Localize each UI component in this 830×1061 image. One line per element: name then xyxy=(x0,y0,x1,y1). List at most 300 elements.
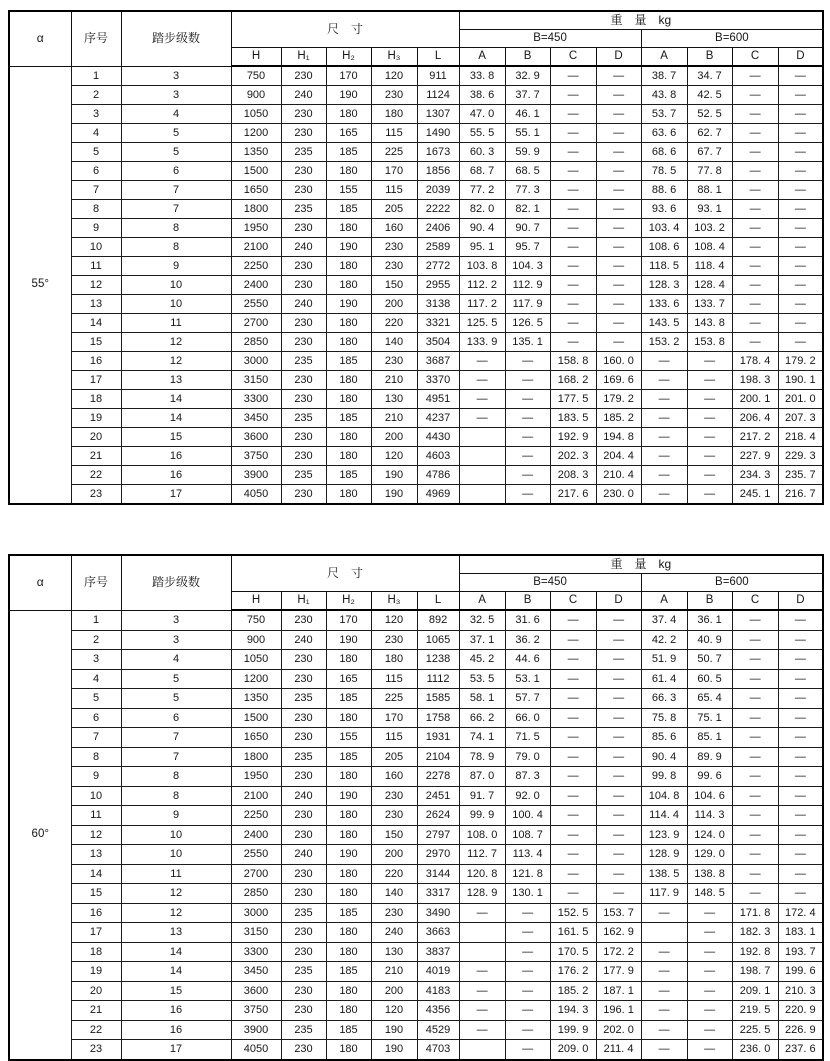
cell-b450-A: 38. 6 xyxy=(459,86,505,105)
cell-b450-B: 108. 7 xyxy=(505,825,550,845)
cell-dim-H3: 225 xyxy=(371,689,417,709)
cell-b600-C: — xyxy=(732,143,778,162)
cell-b600-D: — xyxy=(778,786,823,806)
cell-b450-D: — xyxy=(596,610,641,630)
cell-dim-H1: 235 xyxy=(281,409,326,428)
cell-b600-B: — xyxy=(687,903,732,923)
cell-b450-A: 103. 8 xyxy=(459,257,505,276)
table-row xyxy=(9,669,823,689)
cell-b450-B: 135. 1 xyxy=(505,333,550,352)
col-header-L: L xyxy=(417,48,459,67)
cell-b450-D: 187. 1 xyxy=(596,981,641,1001)
cell-dim-H1: 230 xyxy=(281,390,326,409)
cell-dim-H: 1350 xyxy=(231,143,281,162)
cell-b450-D: 202. 0 xyxy=(596,1020,641,1040)
cell-seq: 2 xyxy=(71,630,121,650)
cell-b600-D: 201. 0 xyxy=(778,390,823,409)
cell-dim-H: 1200 xyxy=(231,124,281,143)
col-header-b600-A: A xyxy=(641,592,687,611)
cell-dim-H2: 185 xyxy=(326,903,371,923)
col-header-b450-A: A xyxy=(459,592,505,611)
cell-b450-A: — xyxy=(459,981,505,1001)
col-header-H2: H₂ xyxy=(326,592,371,611)
cell-b450-C: 185. 2 xyxy=(550,981,596,1001)
cell-dim-L: 1307 xyxy=(417,105,459,124)
cell-b600-D: 193. 7 xyxy=(778,942,823,962)
cell-b450-D: — xyxy=(596,864,641,884)
cell-dim-L: 2772 xyxy=(417,257,459,276)
col-header-steps: 踏步级数 xyxy=(121,11,231,66)
cell-dim-H1: 230 xyxy=(281,942,326,962)
cell-b600-D: — xyxy=(778,728,823,748)
cell-dim-H: 3450 xyxy=(231,962,281,982)
cell-b600-D: — xyxy=(778,276,823,295)
cell-b450-A: 33. 8 xyxy=(459,66,505,86)
table-row xyxy=(9,806,823,826)
cell-b450-C: — xyxy=(550,708,596,728)
cell-dim-H2: 180 xyxy=(326,650,371,670)
cell-dim-H3: 230 xyxy=(371,238,417,257)
table-60-body xyxy=(9,610,823,1060)
cell-b450-D: — xyxy=(596,86,641,105)
cell-b600-C: 182. 3 xyxy=(732,923,778,943)
cell-dim-L: 2104 xyxy=(417,747,459,767)
cell-dim-H1: 240 xyxy=(281,786,326,806)
cell-dim-H2: 180 xyxy=(326,942,371,962)
col-header-b600-B: B xyxy=(687,592,732,611)
cell-dim-L: 1112 xyxy=(417,669,459,689)
cell-b450-A: 74. 1 xyxy=(459,728,505,748)
cell-b600-D: — xyxy=(778,86,823,105)
col-header-b600-D: D xyxy=(778,48,823,67)
cell-steps: 10 xyxy=(121,276,231,295)
cell-b600-B: 75. 1 xyxy=(687,708,732,728)
cell-dim-H3: 140 xyxy=(371,884,417,904)
cell-b600-A: — xyxy=(641,1020,687,1040)
cell-dim-H: 1500 xyxy=(231,708,281,728)
cell-dim-H: 3300 xyxy=(231,942,281,962)
cell-dim-H1: 235 xyxy=(281,352,326,371)
cell-b450-D: — xyxy=(596,747,641,767)
col-header-b450-B: B xyxy=(505,592,550,611)
spec-table-55deg xyxy=(8,10,824,505)
cell-dim-H: 1950 xyxy=(231,219,281,238)
spec-table-60deg xyxy=(8,554,824,1061)
cell-dim-H1: 230 xyxy=(281,1001,326,1021)
cell-b450-C: — xyxy=(550,747,596,767)
cell-b600-B: — xyxy=(687,1020,732,1040)
cell-seq: 17 xyxy=(71,923,121,943)
cell-dim-H: 2400 xyxy=(231,825,281,845)
cell-b450-C: 183. 5 xyxy=(550,409,596,428)
cell-b450-B: 66. 0 xyxy=(505,708,550,728)
table-row xyxy=(9,447,823,466)
cell-dim-H2: 165 xyxy=(326,669,371,689)
cell-b600-D: 216. 7 xyxy=(778,485,823,505)
cell-b600-C: 245. 1 xyxy=(732,485,778,505)
cell-b600-A: — xyxy=(641,485,687,505)
cell-b600-A: 118. 5 xyxy=(641,257,687,276)
cell-b600-D: — xyxy=(778,845,823,865)
col-header-H: H xyxy=(231,592,281,611)
cell-b600-A: — xyxy=(641,981,687,1001)
table-row xyxy=(9,689,823,709)
table-row xyxy=(9,200,823,219)
col-header-H: H xyxy=(231,48,281,67)
cell-steps: 7 xyxy=(121,181,231,200)
cell-steps: 12 xyxy=(121,884,231,904)
cell-b450-B: — xyxy=(505,390,550,409)
cell-b450-C: — xyxy=(550,806,596,826)
cell-b600-C: — xyxy=(732,767,778,787)
cell-dim-H1: 230 xyxy=(281,276,326,295)
cell-seq: 8 xyxy=(71,200,121,219)
cell-b450-B: 121. 8 xyxy=(505,864,550,884)
cell-b450-D: — xyxy=(596,105,641,124)
cell-dim-H2: 190 xyxy=(326,86,371,105)
cell-b600-B: 67. 7 xyxy=(687,143,732,162)
cell-b600-C: 178. 4 xyxy=(732,352,778,371)
cell-dim-H3: 205 xyxy=(371,200,417,219)
cell-b600-B: 40. 9 xyxy=(687,630,732,650)
cell-dim-H1: 230 xyxy=(281,124,326,143)
cell-dim-H1: 230 xyxy=(281,610,326,630)
cell-b450-C: 152. 5 xyxy=(550,903,596,923)
cell-dim-H3: 180 xyxy=(371,105,417,124)
cell-seq: 17 xyxy=(71,371,121,390)
cell-dim-L: 4703 xyxy=(417,1040,459,1060)
cell-b600-A: 63. 6 xyxy=(641,124,687,143)
table-row xyxy=(9,295,823,314)
cell-dim-H2: 180 xyxy=(326,390,371,409)
cell-b450-C: — xyxy=(550,257,596,276)
cell-steps: 16 xyxy=(121,447,231,466)
cell-dim-H3: 160 xyxy=(371,219,417,238)
cell-b450-C: — xyxy=(550,767,596,787)
cell-dim-H3: 190 xyxy=(371,1020,417,1040)
cell-dim-H1: 230 xyxy=(281,884,326,904)
cell-b600-D: 237. 6 xyxy=(778,1040,823,1060)
cell-b600-C: 192. 8 xyxy=(732,942,778,962)
cell-b600-A: — xyxy=(641,942,687,962)
cell-dim-H3: 200 xyxy=(371,295,417,314)
cell-b600-C: — xyxy=(732,200,778,219)
col-header-steps: 踏步级数 xyxy=(121,555,231,610)
cell-dim-H1: 240 xyxy=(281,238,326,257)
cell-b600-B: 148. 5 xyxy=(687,884,732,904)
cell-dim-L: 2278 xyxy=(417,767,459,787)
table-55-header xyxy=(9,11,823,66)
cell-b450-B: 68. 5 xyxy=(505,162,550,181)
table-row xyxy=(9,390,823,409)
cell-b600-A: — xyxy=(641,1001,687,1021)
table-row xyxy=(9,845,823,865)
cell-b450-D: 162. 9 xyxy=(596,923,641,943)
cell-seq: 15 xyxy=(71,884,121,904)
cell-dim-H1: 235 xyxy=(281,466,326,485)
cell-b600-A: 88. 6 xyxy=(641,181,687,200)
cell-dim-H3: 220 xyxy=(371,314,417,333)
table-row xyxy=(9,238,823,257)
cell-b600-D: — xyxy=(778,630,823,650)
table-row xyxy=(9,708,823,728)
cell-steps: 9 xyxy=(121,257,231,276)
cell-dim-H: 1050 xyxy=(231,105,281,124)
cell-steps: 16 xyxy=(121,466,231,485)
col-header-b450-C: C xyxy=(550,592,596,611)
cell-b600-D: — xyxy=(778,708,823,728)
cell-dim-H2: 185 xyxy=(326,689,371,709)
cell-b450-C: 208. 3 xyxy=(550,466,596,485)
cell-b450-B: 79. 0 xyxy=(505,747,550,767)
cell-b450-A: 45. 2 xyxy=(459,650,505,670)
cell-steps: 15 xyxy=(121,981,231,1001)
cell-dim-H2: 185 xyxy=(326,409,371,428)
cell-b600-C: — xyxy=(732,219,778,238)
cell-b450-A: 58. 1 xyxy=(459,689,505,709)
cell-dim-H3: 230 xyxy=(371,903,417,923)
cell-dim-H: 2700 xyxy=(231,864,281,884)
cell-b600-C: 198. 7 xyxy=(732,962,778,982)
cell-seq: 8 xyxy=(71,747,121,767)
cell-b600-B: — xyxy=(687,1040,732,1060)
cell-dim-H2: 180 xyxy=(326,371,371,390)
cell-b600-D: 190. 1 xyxy=(778,371,823,390)
cell-dim-H2: 180 xyxy=(326,1040,371,1060)
cell-dim-H1: 235 xyxy=(281,143,326,162)
cell-seq: 19 xyxy=(71,962,121,982)
cell-b450-A xyxy=(459,428,505,447)
cell-b600-B: — xyxy=(687,942,732,962)
cell-b450-B: 53. 1 xyxy=(505,669,550,689)
cell-dim-L: 4019 xyxy=(417,962,459,982)
cell-b600-C: — xyxy=(732,728,778,748)
cell-b450-B: 71. 5 xyxy=(505,728,550,748)
cell-b600-C: — xyxy=(732,162,778,181)
cell-b450-B: 87. 3 xyxy=(505,767,550,787)
cell-seq: 6 xyxy=(71,162,121,181)
cell-dim-L: 2222 xyxy=(417,200,459,219)
cell-b450-C: 161. 5 xyxy=(550,923,596,943)
cell-dim-L: 4529 xyxy=(417,1020,459,1040)
cell-dim-H3: 150 xyxy=(371,276,417,295)
cell-dim-H3: 230 xyxy=(371,806,417,826)
cell-b450-D: 169. 6 xyxy=(596,371,641,390)
table-row xyxy=(9,923,823,943)
cell-b450-D: — xyxy=(596,728,641,748)
cell-b450-D: 179. 2 xyxy=(596,390,641,409)
cell-b600-B: 52. 5 xyxy=(687,105,732,124)
cell-seq: 14 xyxy=(71,864,121,884)
cell-dim-H1: 230 xyxy=(281,806,326,826)
cell-dim-L: 1490 xyxy=(417,124,459,143)
cell-b600-C: — xyxy=(732,689,778,709)
cell-b450-B: 37. 7 xyxy=(505,86,550,105)
group-header-dimensions: 尺 寸 xyxy=(231,11,459,48)
cell-b600-D: 218. 4 xyxy=(778,428,823,447)
cell-dim-H: 3000 xyxy=(231,903,281,923)
cell-dim-H: 2850 xyxy=(231,884,281,904)
cell-dim-L: 1673 xyxy=(417,143,459,162)
cell-b450-C: — xyxy=(550,864,596,884)
cell-b600-D: 183. 1 xyxy=(778,923,823,943)
cell-b600-B: 114. 3 xyxy=(687,806,732,826)
cell-dim-H1: 235 xyxy=(281,903,326,923)
cell-b600-C: — xyxy=(732,314,778,333)
cell-b450-A: 91. 7 xyxy=(459,786,505,806)
col-header-H3: H₃ xyxy=(371,48,417,67)
cell-dim-L: 2955 xyxy=(417,276,459,295)
col-header-b600-B: B xyxy=(687,48,732,67)
cell-b600-B: 153. 8 xyxy=(687,333,732,352)
cell-seq: 4 xyxy=(71,124,121,143)
cell-b450-C: 194. 3 xyxy=(550,1001,596,1021)
table-row xyxy=(9,409,823,428)
cell-dim-H: 3150 xyxy=(231,923,281,943)
cell-b450-B: 77. 3 xyxy=(505,181,550,200)
cell-dim-H2: 170 xyxy=(326,610,371,630)
cell-b450-C: — xyxy=(550,650,596,670)
cell-b600-C: 234. 3 xyxy=(732,466,778,485)
cell-dim-H2: 190 xyxy=(326,786,371,806)
cell-b450-D: 185. 2 xyxy=(596,409,641,428)
cell-b450-D: 196. 1 xyxy=(596,1001,641,1021)
cell-steps: 8 xyxy=(121,786,231,806)
cell-dim-H2: 165 xyxy=(326,124,371,143)
cell-b450-D: — xyxy=(596,630,641,650)
cell-b600-C: — xyxy=(732,806,778,826)
cell-dim-H3: 200 xyxy=(371,981,417,1001)
cell-b450-A: 99. 9 xyxy=(459,806,505,826)
cell-dim-H: 1050 xyxy=(231,650,281,670)
cell-seq: 18 xyxy=(71,390,121,409)
cell-b600-B: 124. 0 xyxy=(687,825,732,845)
cell-b600-B: 93. 1 xyxy=(687,200,732,219)
cell-b450-A: 37. 1 xyxy=(459,630,505,650)
cell-b450-A xyxy=(459,923,505,943)
cell-b600-D: — xyxy=(778,238,823,257)
cell-dim-H: 3900 xyxy=(231,466,281,485)
cell-dim-L: 911 xyxy=(417,66,459,86)
table-row xyxy=(9,143,823,162)
cell-dim-H: 3300 xyxy=(231,390,281,409)
cell-b600-D: — xyxy=(778,257,823,276)
cell-steps: 12 xyxy=(121,352,231,371)
col-header-H2: H₂ xyxy=(326,48,371,67)
cell-dim-H: 1350 xyxy=(231,689,281,709)
cell-dim-H3: 140 xyxy=(371,333,417,352)
cell-dim-L: 2589 xyxy=(417,238,459,257)
cell-b450-B: 82. 1 xyxy=(505,200,550,219)
cell-seq: 21 xyxy=(71,447,121,466)
cell-dim-L: 4786 xyxy=(417,466,459,485)
cell-b600-D: — xyxy=(778,864,823,884)
cell-dim-H2: 180 xyxy=(326,105,371,124)
cell-dim-L: 4969 xyxy=(417,485,459,505)
cell-b600-D: 220. 9 xyxy=(778,1001,823,1021)
cell-dim-H2: 180 xyxy=(326,276,371,295)
cell-b600-A: — xyxy=(641,390,687,409)
cell-dim-H: 1200 xyxy=(231,669,281,689)
cell-steps: 8 xyxy=(121,767,231,787)
cell-b450-B: — xyxy=(505,981,550,1001)
cell-b450-C: — xyxy=(550,238,596,257)
cell-b600-D: — xyxy=(778,66,823,86)
cell-dim-H2: 180 xyxy=(326,219,371,238)
cell-b450-D: — xyxy=(596,825,641,845)
cell-dim-H2: 180 xyxy=(326,806,371,826)
cell-dim-H: 4050 xyxy=(231,1040,281,1060)
cell-dim-H: 1800 xyxy=(231,747,281,767)
cell-b450-D: — xyxy=(596,66,641,86)
table-row xyxy=(9,485,823,505)
cell-dim-H: 1950 xyxy=(231,767,281,787)
cell-b450-C: 176. 2 xyxy=(550,962,596,982)
cell-dim-H2: 180 xyxy=(326,257,371,276)
table-row xyxy=(9,942,823,962)
cell-seq: 12 xyxy=(71,825,121,845)
cell-dim-H2: 180 xyxy=(326,333,371,352)
cell-dim-H3: 120 xyxy=(371,610,417,630)
cell-dim-H2: 180 xyxy=(326,923,371,943)
subgroup-header-b600: B=600 xyxy=(641,30,823,48)
cell-dim-L: 2624 xyxy=(417,806,459,826)
cell-dim-L: 2039 xyxy=(417,181,459,200)
cell-b600-B: — xyxy=(687,1001,732,1021)
cell-dim-L: 1238 xyxy=(417,650,459,670)
cell-b450-A: 108. 0 xyxy=(459,825,505,845)
cell-b450-D: — xyxy=(596,200,641,219)
cell-b600-D: — xyxy=(778,105,823,124)
cell-b450-B: — xyxy=(505,903,550,923)
cell-seq: 23 xyxy=(71,1040,121,1060)
cell-b450-C: — xyxy=(550,66,596,86)
cell-dim-L: 3490 xyxy=(417,903,459,923)
cell-b600-D: — xyxy=(778,825,823,845)
cell-b600-A: 85. 6 xyxy=(641,728,687,748)
cell-dim-H: 3750 xyxy=(231,1001,281,1021)
cell-b600-C: — xyxy=(732,825,778,845)
table-row xyxy=(9,428,823,447)
cell-b450-B: 55. 1 xyxy=(505,124,550,143)
table-row xyxy=(9,466,823,485)
cell-steps: 15 xyxy=(121,428,231,447)
cell-steps: 3 xyxy=(121,610,231,630)
cell-steps: 10 xyxy=(121,295,231,314)
cell-seq: 18 xyxy=(71,942,121,962)
cell-b600-D: — xyxy=(778,806,823,826)
cell-b450-D: — xyxy=(596,767,641,787)
cell-dim-L: 3837 xyxy=(417,942,459,962)
cell-b450-C: — xyxy=(550,219,596,238)
table-row xyxy=(9,86,823,105)
cell-dim-H2: 185 xyxy=(326,352,371,371)
cell-dim-H3: 230 xyxy=(371,786,417,806)
cell-b450-A xyxy=(459,942,505,962)
cell-b600-C: 198. 3 xyxy=(732,371,778,390)
cell-steps: 4 xyxy=(121,105,231,124)
cell-b600-B: 129. 0 xyxy=(687,845,732,865)
cell-b600-C: — xyxy=(732,86,778,105)
cell-steps: 17 xyxy=(121,485,231,505)
cell-steps: 4 xyxy=(121,650,231,670)
alpha-value: 60° xyxy=(9,610,71,1060)
cell-b600-D: — xyxy=(778,143,823,162)
cell-b450-A: — xyxy=(459,352,505,371)
cell-b450-B: — xyxy=(505,371,550,390)
cell-b450-D: 211. 4 xyxy=(596,1040,641,1060)
cell-b600-A: 138. 5 xyxy=(641,864,687,884)
